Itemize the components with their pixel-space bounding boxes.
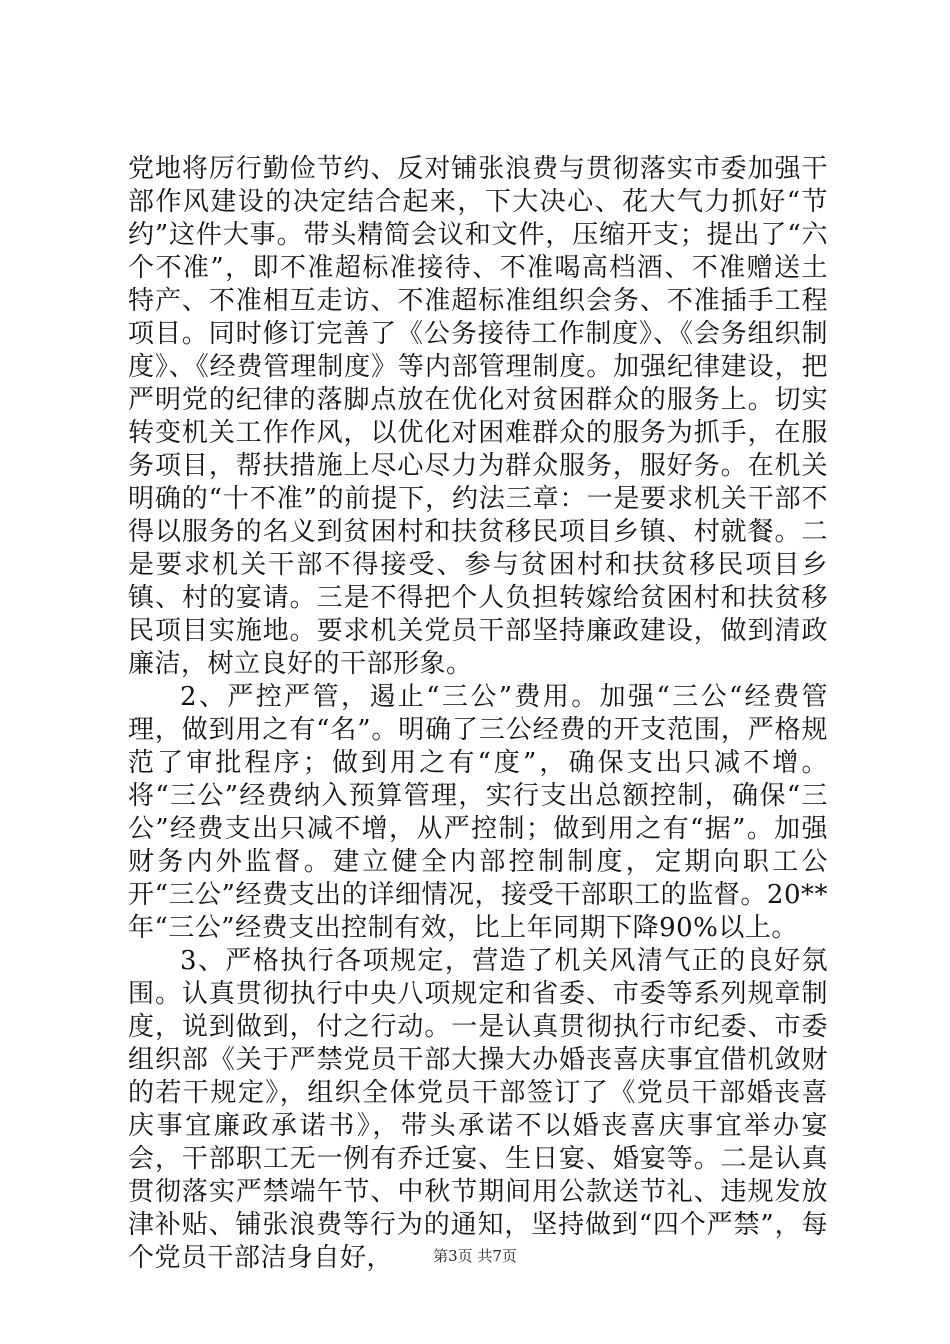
paragraph-continuation: 党地将厉行勤俭节约、反对铺张浪费与贯彻落实市委加强干部作风建设的决定结合起来，下大决心、花大气力抓好“节约”这件大事。带头精简会议和文件，压缩开支；提出了“六个不准”，即不准超标准接待、不准喝高档酒、不准赠送土特产、不准相互走访、不准超标准组织会务、不准插手工程项目。同时修订完善了《公务接待工作制度》、《会务组织制度》、《经费管理制度》等内部管理制度。加强纪律建设，把严明党的纪律的落脚点放在优化对贫困群众的服务上。切实转变机关工作作风，以优化对困难群众的服务为抓手，在服务项目，帮扶措施上尽心尽力为群众服务，服好务。在机关明确的“十不准”的前提下，约法三章：一是要求机关干部不得以服务的名义到贫困村和扶贫移民项目乡镇、村就餐。二是要求机关干部不得接受、参与贫困村和扶贫移民项目乡镇、村的宴请。三是不得把个人负担转嫁给贫困村和扶贫移民项目实施地。要求机关党员干部坚持廉政建设，做到清政廉洁，树立良好的干部形象。: [128, 154, 828, 679]
paragraph-section-3: 3、严格执行各项规定，营造了机关风清气正的良好氛围。认真贯彻执行中央八项规定和省委、市委等系列规章制度，说到做到，付之行动。一是认真贯彻执行市纪委、市委组织部《关于严禁党员干部大操大办婚丧喜庆事宜借机敛财的若干规定》，组织全体党员干部签订了《党员干部婚丧喜庆事宜廉政承诺书》，带头承诺不以婚丧喜庆事宜举办宴会，干部职工无一例有乔迁宴、生日宴、婚宴等。二是认真贯彻落实严禁端午节、中秋节期间用公款送节礼、违规发放津补贴、铺张浪费等行为的通知，坚持做到“四个严禁”，每个党员干部洁身自好，: [128, 946, 828, 1273]
document-body: [128, 153, 828, 1275]
page-number-footer: 第3页 共7页: [433, 1247, 517, 1265]
paragraph-section-2: 2、严控严管，遏止“三公”费用。加强“三公“经费管理，做到用之有“名”。明确了三公经费的开支范围，严格规范了审批程序；做到用之有“度”，确保支出只减不增。将“三公”经费纳入预算管理，实行支出总额控制，确保“三公”经费支出只减不增，从严控制；做到用之有“据”。加强财务内外监督。建立健全内部控制制度，定期向职工公开“三公”经费支出的详细情况，接受干部职工的监督。20**年“三公”经费支出控制有效，比上年同期下降90%以上。: [128, 682, 828, 943]
